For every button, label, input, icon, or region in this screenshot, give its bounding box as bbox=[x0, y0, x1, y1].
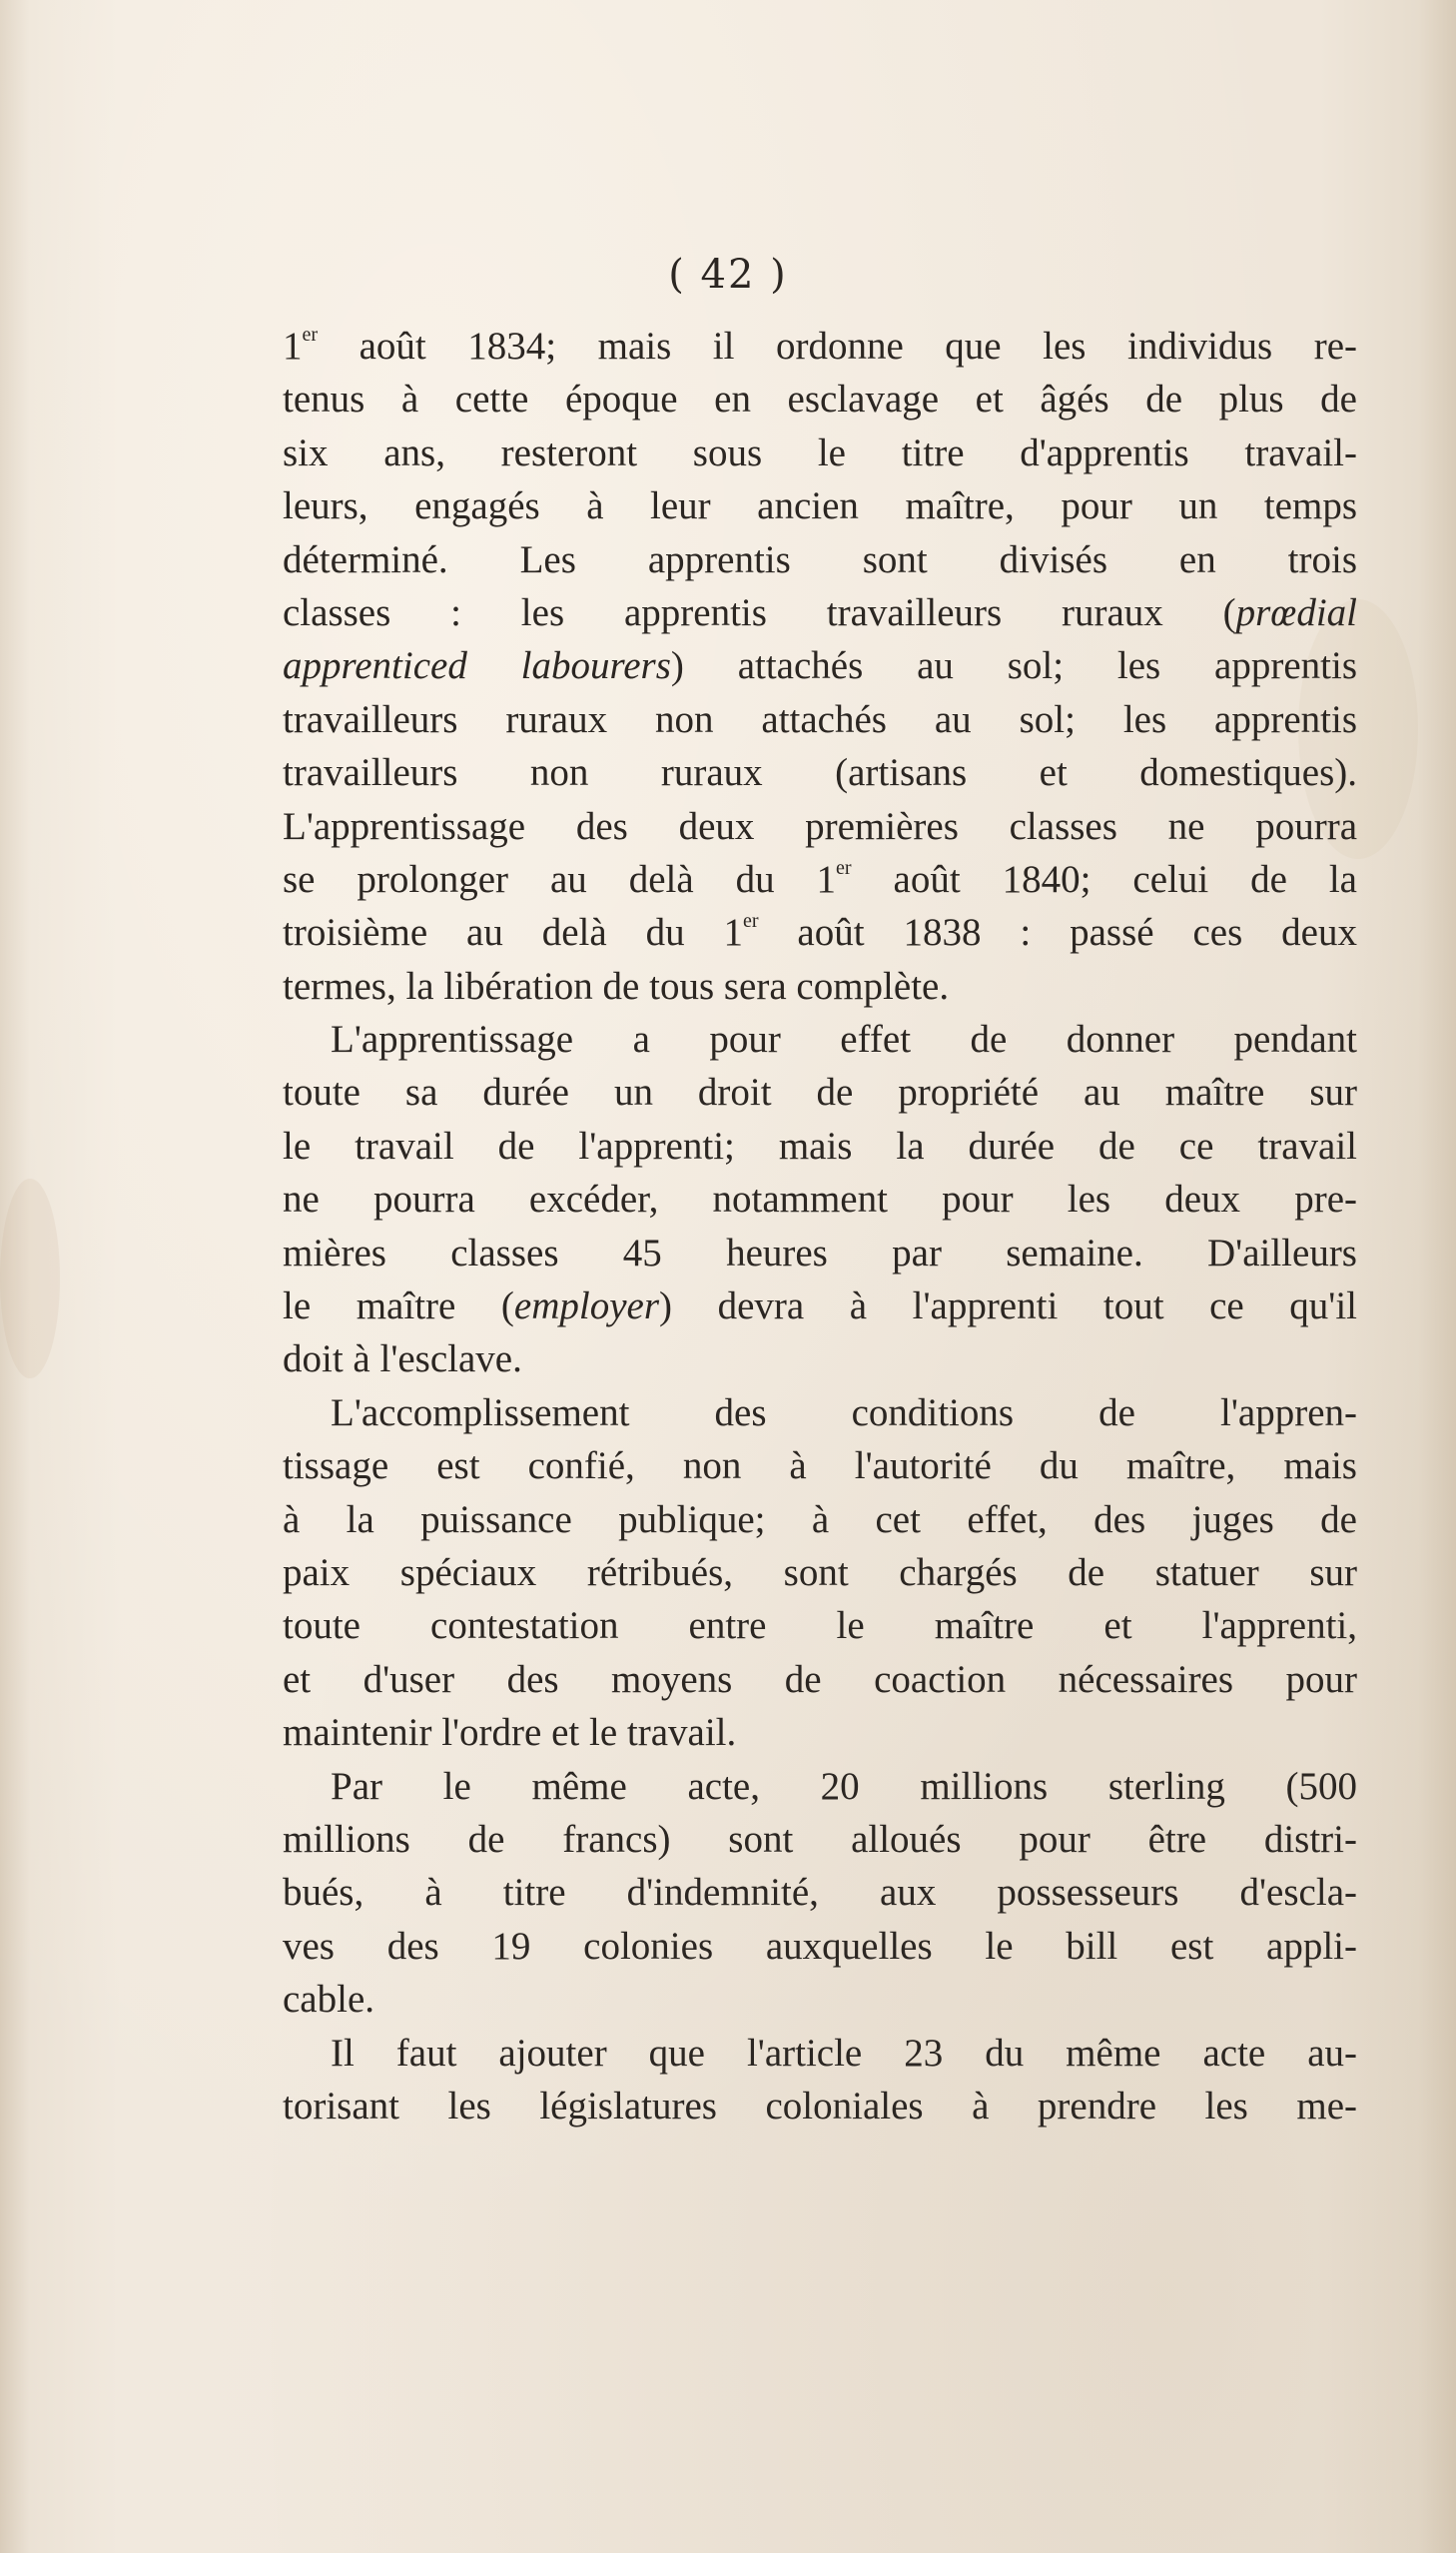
text-line: termes, la libération de tous sera complète. bbox=[283, 964, 950, 1008]
text-line: tissage est confié, non à l'autorité du maître, mais bbox=[283, 1444, 1357, 1488]
text-line: travailleurs non ruraux (artisans et domestiques). bbox=[283, 751, 1357, 795]
text-line: travailleurs ruraux non attachés au sol; les apprentis bbox=[283, 697, 1357, 741]
text-line: torisant les législatures coloniales à prendre les me- bbox=[283, 2084, 1357, 2128]
text-line: L'apprentissage a pour effet de donner pendant bbox=[331, 1018, 1357, 1062]
paper-stain bbox=[0, 1179, 60, 1378]
text-line: L'apprentissage des deux premières classes ne pourra bbox=[283, 804, 1357, 848]
text-line: classes : les apprentis travailleurs ruraux (prœdial bbox=[283, 590, 1357, 634]
text-line: se prolonger au delà du 1er août 1840; celui de la bbox=[283, 856, 1357, 901]
body-text bbox=[283, 320, 1357, 2132]
text-line: ves des 19 colonies auxquelles le bill est appli- bbox=[283, 1924, 1357, 1968]
text-line: le travail de l'apprenti; mais la durée de ce travail bbox=[283, 1124, 1357, 1168]
text-line: mières classes 45 heures par semaine. D'ailleurs bbox=[283, 1231, 1357, 1275]
text-line: toute contestation entre le maître et l'apprenti, bbox=[283, 1604, 1357, 1648]
text-line: ne pourra excéder, notamment pour les deux pre- bbox=[283, 1178, 1357, 1222]
text-line: paix spéciaux rétribués, sont chargés de statuer sur bbox=[283, 1550, 1357, 1594]
text-line: bués, à titre d'indemnité, aux possesseurs d'escla- bbox=[283, 1871, 1357, 1915]
text-line: à la puissance publique; à cet effet, des juges de bbox=[283, 1497, 1357, 1541]
text-line: 1er août 1834; mais il ordonne que les individus re- bbox=[283, 324, 1357, 368]
text-line: cable. bbox=[283, 1978, 375, 2022]
text-line: maintenir l'ordre et le travail. bbox=[283, 1711, 737, 1755]
text-line: le maître (employer) devra à l'apprenti tout ce qu'il bbox=[283, 1284, 1357, 1328]
text-line: leurs, engagés à leur ancien maître, pour un temps bbox=[283, 484, 1357, 528]
page-number: ( 42 ) bbox=[668, 252, 788, 298]
text-line: Par le même acte, 20 millions sterling (500 bbox=[331, 1764, 1357, 1808]
text-line: toute sa durée un droit de propriété au maître sur bbox=[283, 1071, 1357, 1115]
text-line: Il faut ajouter que l'article 23 du même acte au- bbox=[331, 2031, 1357, 2075]
text-line: tenus à cette époque en esclavage et âgés de plus de bbox=[283, 378, 1357, 422]
text-line: troisième au delà du 1er août 1838 : passé ces deux bbox=[283, 910, 1357, 955]
text-line: millions de francs) sont alloués pour être distri- bbox=[283, 1817, 1357, 1861]
text-line: L'accomplissement des conditions de l'appren- bbox=[331, 1390, 1357, 1434]
text-line: doit à l'esclave. bbox=[283, 1337, 522, 1381]
text-line: apprenticed labourers) attachés au sol; les apprentis bbox=[283, 644, 1358, 688]
text-line: six ans, resteront sous le titre d'apprentis travail- bbox=[283, 430, 1357, 474]
text-line: et d'user des moyens de coaction nécessaires pour bbox=[283, 1657, 1357, 1701]
text-line: déterminé. Les apprentis sont divisés en trois bbox=[283, 537, 1357, 581]
